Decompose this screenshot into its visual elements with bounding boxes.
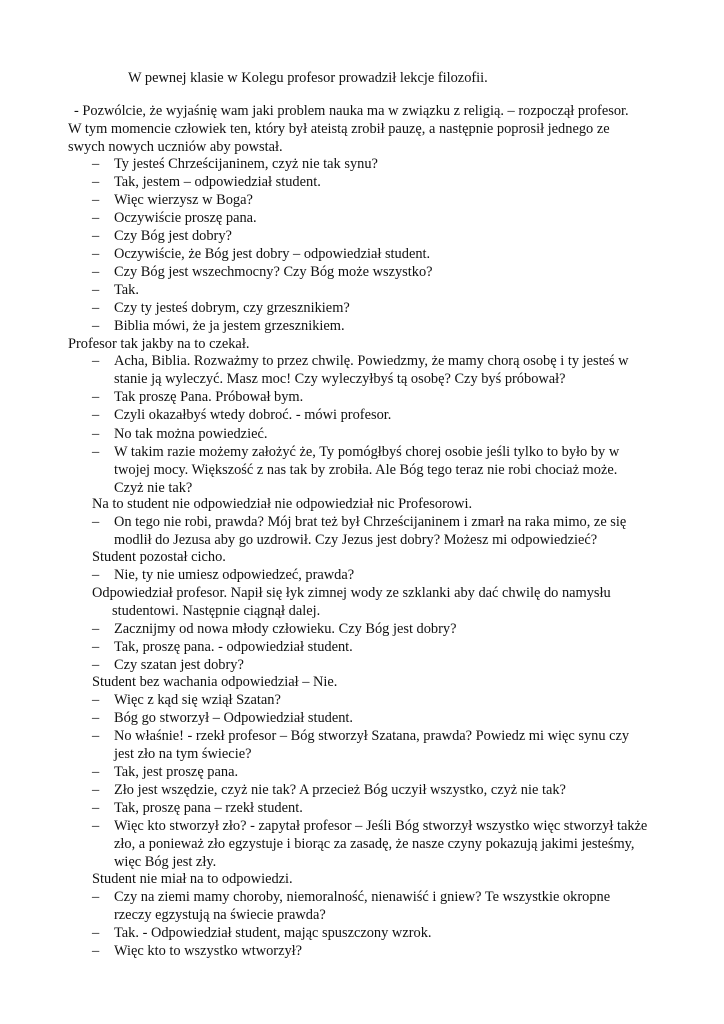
document-title: W pewnej klasie w Kolegu profesor prowadził lekcje filozofii. — [128, 70, 488, 86]
dash-bullet: – — [92, 353, 100, 369]
dash-bullet: – — [92, 300, 100, 316]
dash-bullet: – — [92, 657, 100, 673]
narration-line: Profesor tak jakby na to czekał. — [68, 336, 250, 352]
dialogue-line-cont: więc Bóg jest zły. — [114, 854, 217, 870]
dialogue-line: Tak, jestem – odpowiedział student. — [114, 174, 321, 190]
dialogue-line: Tak. — [114, 282, 139, 298]
dialogue-line: Więc wierzysz w Boga? — [114, 192, 253, 208]
dash-bullet: – — [92, 210, 100, 226]
dialogue-line: No właśnie! - rzekł profesor – Bóg stworzył Szatana, prawda? Powiedz mi więc synu czy — [114, 728, 630, 744]
dialogue-line: Tak proszę Pana. Próbował bym. — [114, 389, 304, 405]
dialogue-line: Więc kto stworzył zło? - zapytał profesor – Jeśli Bóg stworzył wszystko więc stworzył także — [114, 818, 648, 834]
dialogue-line-cont: jest zło na tym świecie? — [114, 746, 252, 762]
dash-bullet: – — [92, 621, 100, 637]
dash-bullet: – — [92, 156, 100, 172]
dialogue-line: Tak, jest proszę pana. — [114, 764, 239, 780]
dialogue-line-cont: modlił do Jezusa aby go uzdrowił. Czy Jezus jest dobry? Możesz mi odpowiedzieć? — [114, 532, 598, 548]
narration-line: Student bez wachania odpowiedział – Nie. — [92, 674, 338, 690]
narration-line: Student pozostał cicho. — [92, 549, 226, 565]
dash-bullet: – — [92, 764, 100, 780]
dialogue-line-cont: twojej mocy. Większość z nas tak by zrobiła. Ale Bóg tego teraz nie robi chociaż może. — [114, 462, 618, 478]
dash-bullet: – — [92, 567, 100, 583]
dash-bullet: – — [92, 426, 100, 442]
dialogue-line-cont: stanie ją wyleczyć. Masz moc! Czy wyleczyłbyś tą osobę? Czy byś próbował? — [114, 371, 566, 387]
dash-bullet: – — [92, 246, 100, 262]
dialogue-line: Więc z kąd się wziął Szatan? — [114, 692, 281, 708]
dash-bullet: – — [92, 639, 100, 655]
dialogue-line: Tak, proszę pana. - odpowiedział student. — [114, 639, 353, 655]
dash-bullet: – — [92, 318, 100, 334]
dialogue-line: No tak można powiedzieć. — [114, 426, 268, 442]
dialogue-line: Więc kto to wszystko wtworzył? — [114, 943, 303, 959]
dash-bullet: – — [92, 407, 100, 423]
dialogue-line: Czy Bóg jest wszechmocny? Czy Bóg może wszystko? — [114, 264, 433, 280]
dialogue-line: Ty jesteś Chrześcijaninem, czyż nie tak synu? — [114, 156, 378, 172]
dialogue-line: W takim razie możemy założyć że, Ty pomógłbyś chorej osobie jeśli tylko to było by w — [114, 444, 620, 460]
dialogue-line: Czy ty jesteś dobrym, czy grzesznikiem? — [114, 300, 350, 316]
dialogue-line: Zło jest wszędzie, czyż nie tak? A przecież Bóg uczyił wszystko, czyż nie tak? — [114, 782, 566, 798]
dash-bullet: – — [92, 710, 100, 726]
dash-bullet: – — [92, 192, 100, 208]
dialogue-line: Oczywiście, że Bóg jest dobry – odpowiedział student. — [114, 246, 431, 262]
dash-bullet: – — [92, 228, 100, 244]
dialogue-line: Biblia mówi, że ja jestem grzesznikiem. — [114, 318, 345, 334]
dialogue-line-cont: Czyż nie tak? — [114, 480, 193, 496]
dash-bullet: – — [92, 782, 100, 798]
dash-bullet: – — [92, 692, 100, 708]
dash-bullet: – — [92, 444, 100, 460]
dialogue-line-cont: zło, a ponieważ zło egzystuje i biorąc za zasadę, że nasze czyny pokazują jakimi jesteśmy, — [114, 836, 635, 852]
dialogue-line: Nie, ty nie umiesz odpowiedzeć, prawda? — [114, 567, 355, 583]
narration-line: Odpowiedział profesor. Napił się łyk zimnej wody ze szklanki aby dać chwilę do namysłu — [92, 585, 611, 601]
dialogue-line: Czy Bóg jest dobry? — [114, 228, 232, 244]
dialogue-line: On tego nie robi, prawda? Mój brat też był Chrześcijaninem i zmarł na raka mimo, ze się — [114, 514, 627, 530]
dialogue-line: Oczywiście proszę pana. — [114, 210, 257, 226]
dash-bullet: – — [92, 728, 100, 744]
dialogue-line: Czy na ziemi mamy choroby, niemoralność, nienawiść i gniew? Te wszystkie okropne — [114, 889, 611, 905]
dialogue-line: Zacznijmy od nowa młody człowieku. Czy Bóg jest dobry? — [114, 621, 457, 637]
dash-bullet: – — [92, 925, 100, 941]
dialogue-line: Czy szatan jest dobry? — [114, 657, 244, 673]
narration-line: Student nie miał na to odpowiedzi. — [92, 871, 293, 887]
dialogue-line: Tak, proszę pana – rzekł student. — [114, 800, 303, 816]
intro-line: - Pozwólcie, że wyjaśnię wam jaki problem nauka ma w związku z religią. – rozpoczął profesor. — [74, 103, 629, 119]
narration-line: Na to student nie odpowiedział nie odpowiedział nic Profesorowi. — [92, 496, 473, 512]
dash-bullet: – — [92, 264, 100, 280]
dash-bullet: – — [92, 800, 100, 816]
dialogue-line: Acha, Biblia. Rozważmy to przez chwilę. Powiedzmy, że mamy chorą osobę i ty jesteś w — [114, 353, 629, 369]
dash-bullet: – — [92, 174, 100, 190]
dialogue-line: Tak. - Odpowiedział student, mając spuszczony wzrok. — [114, 925, 432, 941]
dash-bullet: – — [92, 514, 100, 530]
narration-line-cont: studentowi. Następnie ciągnął dalej. — [112, 603, 321, 619]
dash-bullet: – — [92, 889, 100, 905]
intro-line: swych nowych uczniów aby powstał. — [68, 139, 283, 155]
dialogue-line-cont: rzeczy egzystują na świecie prawda? — [114, 907, 326, 923]
dash-bullet: – — [92, 818, 100, 834]
dash-bullet: – — [92, 282, 100, 298]
dash-bullet: – — [92, 943, 100, 959]
dialogue-line: Czyli okazałbyś wtedy dobroć. - mówi profesor. — [114, 407, 392, 423]
intro-line: W tym momencie człowiek ten, który był ateistą zrobił pauzę, a następnie poprosił jednego ze — [68, 121, 610, 137]
dash-bullet: – — [92, 389, 100, 405]
dialogue-line: Bóg go stworzył – Odpowiedział student. — [114, 710, 354, 726]
